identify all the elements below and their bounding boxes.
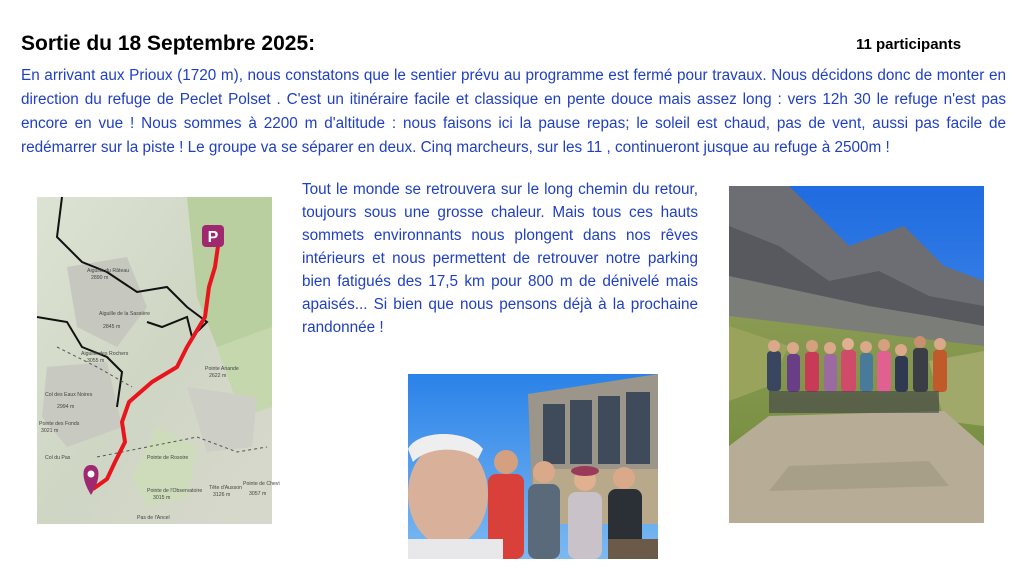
map-label: Col du Pas (45, 455, 71, 461)
map-label: 2890 m (91, 275, 109, 281)
map-label: Pointe de Chevi (243, 481, 280, 487)
group-photo-refuge (408, 374, 658, 559)
map-label: 2622 m (209, 373, 227, 379)
map-label: 3126 m (213, 492, 231, 498)
map-label: Pointe Ariande (205, 366, 239, 372)
group-photo-mountain (729, 186, 984, 523)
intro-paragraph: En arrivant aux Prioux (1720 m), nous constatons que le sentier prévu au programme est fermé pour travaux. Nous décidons donc de monter en direction du refuge de Peclet Polset . C'est un itinéraire facile et classique en pente douce mais assez long : vers 12h 30 le refuge n'est pas encore en vue ! Nous sommes à 2200 m d'altitude : nous faisons ici la pause repas; le soleil est chaud, pas de vent, aussi pas facile de redémarrer sur la piste ! Le groupe va se séparer en deux. Cinq marcheurs, sur les 11 , continueront jusque au refuge à 2500m ! (21, 67, 1006, 156)
map-label: Pointe de l'Observatoire (147, 488, 203, 494)
map-label: Pointe des Fonds (39, 421, 80, 427)
map-label: Pas de l'Ancel (137, 515, 170, 521)
page-title: Sortie du 18 Septembre 2025: (21, 32, 316, 55)
participants-count: 11 participants (856, 36, 962, 53)
route-map (37, 197, 280, 524)
map-label: 3015 m (153, 495, 171, 501)
map-label: Aiguille du Râteau (87, 268, 130, 274)
map-label: Pointe de Rosoire (147, 455, 189, 461)
map-label: 3055 m (87, 358, 105, 364)
second-paragraph: Tout le monde se retrouvera sur le long chemin du retour, toujours sous une grosse chaleur. Mais tous ces hauts sommets environnants nous plongent dans nos rêves intérieurs et nous permettent de retrouver notre parking bien fatigués des 17,5 km pour 800 m de dénivelé mais apaisés... Si bien que nous pensons déjà à la prochaine randonnée ! (302, 181, 698, 336)
map-label: Col des Eaux Noires (45, 392, 93, 398)
map-label: 2845 m (103, 324, 121, 330)
map-label: 2994 m (57, 404, 75, 410)
map-label: 3021 m (41, 428, 59, 434)
parking-marker (202, 225, 224, 247)
map-label: Tête d'Ausson (209, 485, 242, 491)
map-label: 3057 m (249, 491, 267, 497)
map-label: Aiguille de la Sassière (99, 311, 151, 317)
parking-letter: P (207, 229, 219, 246)
map-label: Aiguille des Rochers (81, 351, 129, 357)
